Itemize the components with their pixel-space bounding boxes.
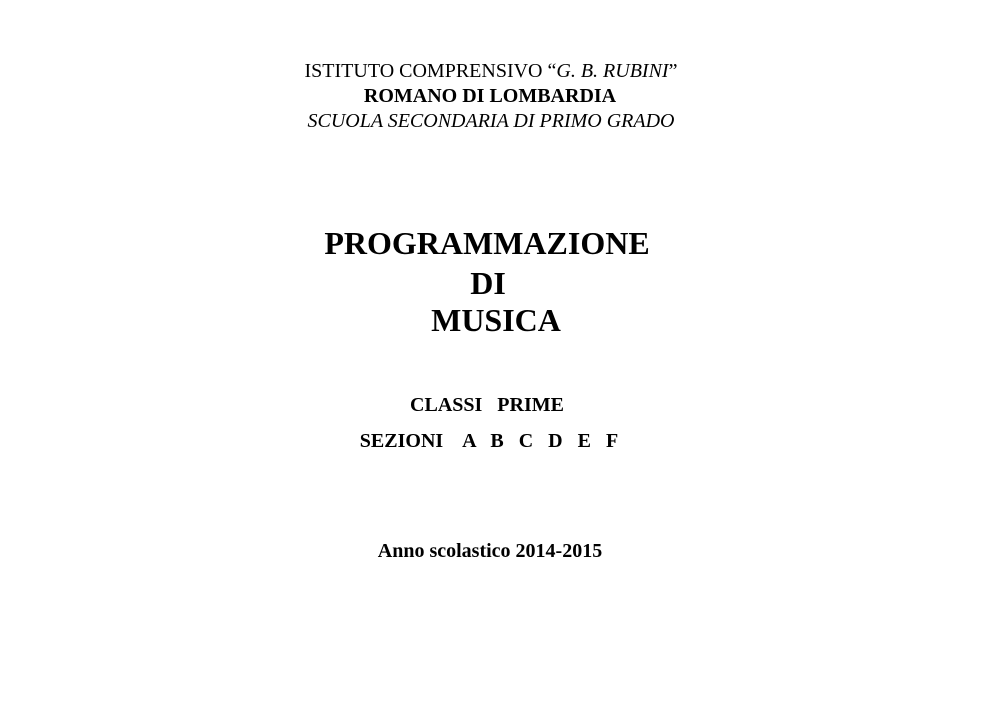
institute-prefix: ISTITUTO COMPRENSIVO “ [304, 60, 557, 82]
school-type-heading: SCUOLA SECONDARIA DI PRIMO GRADO [307, 110, 675, 132]
document-title-line-1: PROGRAMMAZIONE [324, 225, 650, 261]
classes-label: CLASSI PRIME [410, 394, 564, 416]
institute-suffix: ” [668, 60, 678, 82]
town-heading: ROMANO DI LOMBARDIA [363, 85, 617, 107]
document-title-line-2: DI [470, 265, 506, 301]
school-year: Anno scolastico 2014-2015 [377, 540, 603, 562]
sections-label: SEZIONI A B C D E F [359, 430, 619, 452]
document-title-line-3: MUSICA [431, 302, 561, 338]
institute-heading [0, 61, 987, 81]
institute-name: G. B. RUBINI [556, 60, 669, 82]
